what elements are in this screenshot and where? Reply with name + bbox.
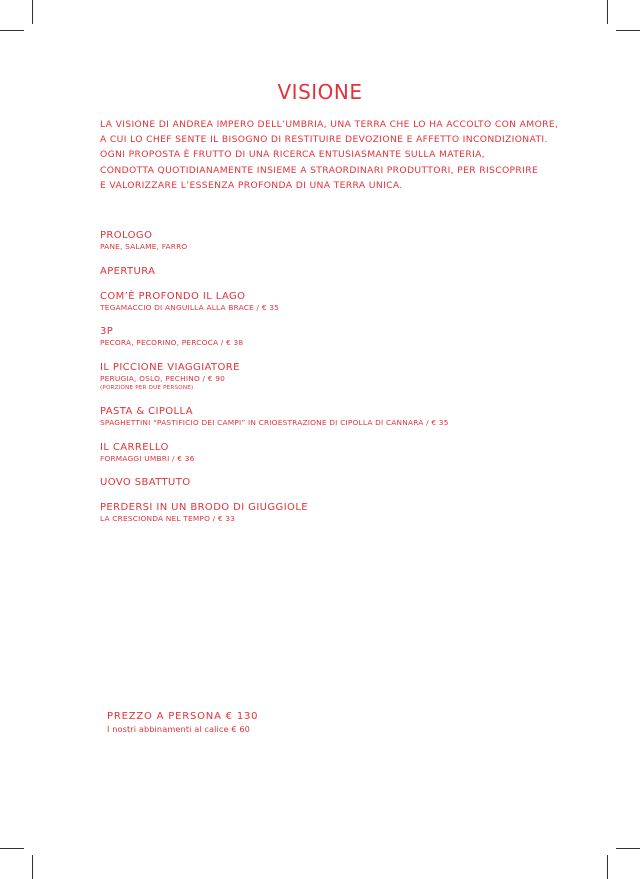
menu-item xyxy=(100,405,580,429)
menu-item xyxy=(100,361,580,394)
price-block xyxy=(107,710,258,735)
course-name: 3P xyxy=(100,326,114,337)
menu-item xyxy=(100,325,580,349)
menu-item xyxy=(100,441,580,465)
course-name: APERTURA xyxy=(100,265,156,277)
crop-mark xyxy=(32,0,33,24)
course-name: IL CARRELLO xyxy=(100,441,169,453)
intro-paragraph: LA VISIONE DI ANDREA IMPERO DELL’UMBRIA, UNA TERRA CHE LO HA ACCOLTO CON AMORE, A CUI LO CHEF SENTE IL BISOGNO DI RESTITUIRE DEVOZIONE E AFFETTO INCONDIZIONATI. OGNI PROPOSTA È FRUTTO DI UNA RICERCA ENTUSIASMANTE SULLA MATERIA, CONDOTTA QUOTIDIANAMENTE INSIEME A STRAORDINARI PRODUTTORI, PER RISCOPRIRE E VALORIZZARE L’ESSENZA PROFONDA DI UNA TERRA UNICA. xyxy=(100,119,559,191)
crop-mark xyxy=(607,855,608,879)
crop-mark xyxy=(607,0,608,24)
course-name: UOVO SBATTUTO xyxy=(100,477,191,488)
menu-item xyxy=(100,290,580,314)
wine-pairing-price: I nostri abbinamenti al calice € 60 xyxy=(107,724,250,734)
course-note: (PORZIONE PER DUE PERSONE) xyxy=(100,385,194,391)
course-name: PASTA & CIPOLLA xyxy=(100,406,193,417)
course-name: COM’È PROFONDO IL LAGO xyxy=(100,290,246,302)
menu-item xyxy=(100,229,580,253)
course-description: TEGAMACCIO DI ANGUILLA ALLA BRACE / € 35 xyxy=(100,302,280,312)
course-description: PECORA, PECORINO, PERCOCA / € 38 xyxy=(100,338,244,347)
course-name: PROLOGO xyxy=(100,230,153,241)
crop-mark xyxy=(32,855,33,879)
course-description: PANE, SALAME, FARRO xyxy=(100,242,188,251)
menu-item xyxy=(100,501,580,525)
crop-mark xyxy=(0,848,24,849)
course-description: LA CRESCIONDA NEL TEMPO / € 33 xyxy=(100,514,236,523)
course-name: PERDERSI IN UN BRODO DI GIUGGIOLE xyxy=(100,502,309,513)
crop-mark xyxy=(616,30,640,31)
course-description: SPAGHETTINI “PASTIFICIO DEI CAMPI” IN CRIOESTRAZIONE DI CIPOLLA DI CANNARA / € 35 xyxy=(100,418,449,427)
menu-item xyxy=(100,476,580,489)
menu-list xyxy=(100,229,580,537)
price-per-person: PREZZO A PERSONA € 130 xyxy=(107,711,259,722)
crop-mark xyxy=(616,848,640,849)
course-name: IL PICCIONE VIAGGIATORE xyxy=(100,361,240,373)
page-title: VISIONE xyxy=(277,80,363,104)
course-description: FORMAGGI UMBRI / € 36 xyxy=(100,453,195,463)
crop-mark xyxy=(0,30,24,31)
course-description: PERUGIA, OSLO, PECHINO / € 90 xyxy=(100,373,226,383)
menu-item xyxy=(100,265,580,278)
